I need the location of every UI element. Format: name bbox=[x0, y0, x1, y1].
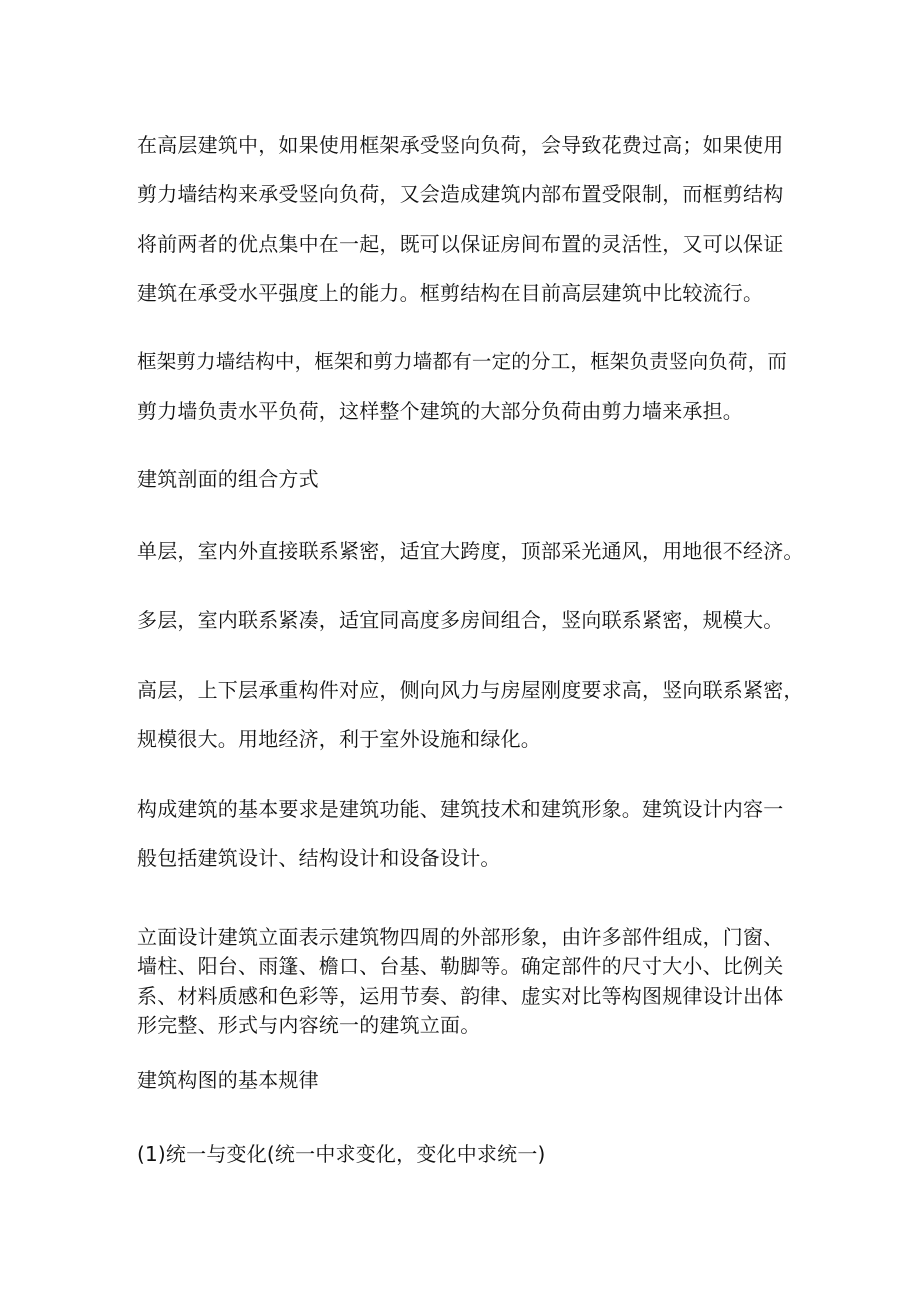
text-line: 构成建筑的基本要求是建筑功能、建筑技术和建筑形象。建筑设计内容一 bbox=[137, 797, 784, 821]
text-line: 在高层建筑中，如果使用框架承受竖向负荷，会导致花费过高；如果使用 bbox=[137, 133, 784, 157]
text-line: 将前两者的优点集中在一起，既可以保证房间布置的灵活性，又可以保证 bbox=[137, 232, 784, 256]
text-line: 单层，室内外直接联系紧密，适宜大跨度，顶部采光通风，用地很不经济。 bbox=[137, 539, 804, 563]
text-line: 剪力墙结构来承受竖向负荷，又会造成建筑内部布置受限制，而框剪结构 bbox=[137, 182, 784, 206]
text-line: 高层，上下层承重构件对应，侧向风力与房屋刚度要求高，竖向联系紧密， bbox=[137, 678, 804, 702]
text-line: 多层，室内联系紧凑，适宜同高度多房间组合，竖向联系紧密，规模大。 bbox=[137, 608, 784, 632]
text-line: 规模很大。用地经济，利于室外设施和绿化。 bbox=[137, 727, 541, 751]
list-item: (1)统一与变化(统一中求变化，变化中求统一) bbox=[137, 1142, 546, 1166]
text-line: 系、材料质感和色彩等，运用节奏、韵律、虚实对比等构图规律设计出体 bbox=[137, 984, 784, 1008]
text-line: 剪力墙负责水平负荷，这样整个建筑的大部分负荷由剪力墙来承担。 bbox=[137, 399, 743, 423]
section-heading: 建筑构图的基本规律 bbox=[137, 1068, 319, 1092]
text-line: 形完整、形式与内容统一的建筑立面。 bbox=[137, 1013, 481, 1037]
section-heading: 建筑剖面的组合方式 bbox=[137, 467, 319, 491]
text-line: 建筑在承受水平强度上的能力。框剪结构在目前高层建筑中比较流行。 bbox=[137, 281, 764, 305]
text-line: 墙柱、阳台、雨篷、檐口、台基、勒脚等。确定部件的尺寸大小、比例关 bbox=[137, 954, 784, 978]
text-line: 框架剪力墙结构中，框架和剪力墙都有一定的分工，框架负责竖向负荷，而 bbox=[137, 350, 788, 373]
text-line: 立面设计建筑立面表示建筑物四周的外部形象，由许多部件组成，门窗、 bbox=[137, 925, 784, 949]
text-line: 般包括建筑设计、结构设计和设备设计。 bbox=[137, 846, 501, 870]
